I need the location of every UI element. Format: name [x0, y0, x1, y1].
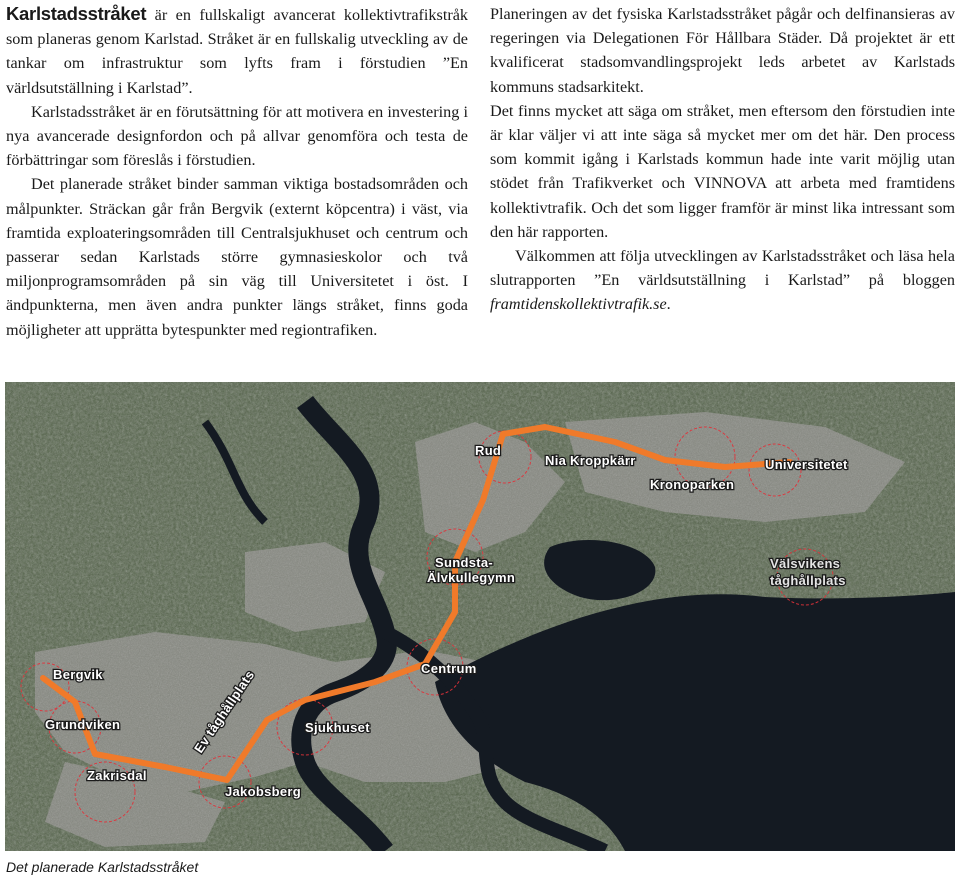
paragraph-welcome	[490, 244, 955, 317]
label-kronoparken: Kronoparken	[650, 477, 735, 492]
label-jakobsberg: Jakobsberg	[225, 784, 301, 799]
paragraph-intro	[6, 2, 468, 100]
article-column-right	[490, 2, 955, 317]
paragraph-process: Det finns mycket att säga om stråket, men eftersom den förstudien inte är klar väljer vi att inte säga så mycket mer om det här. Den process som kommit igång i Karlstads kommun hade inte varit möjlig utan stödet från Trafikverket och VINNOVA att arbeta med framtidens kollektivtrafik. Och det som ligger framför är minst lika intressant som den här rapporten.	[490, 101, 955, 241]
label-universitetet: Universitetet	[765, 457, 848, 472]
paragraph-planning: Planeringen av det fysiska Karlstadsstråket pågår och delfinansieras av regeringen via Delegationen För Hållbara Städer. Då projektet är ett kvalificerat stadsomvandlingsprojekt leds arbetet av Karlstads kommuns stadsarkitekt.	[490, 5, 955, 96]
intro-text: är en fullskaligt avancerat kollektivtrafikstråk som planeras genom Karlstad. Stråket är en fullskalig utveckling av de tankar om infrastruktur som lyfts fram i förstudien ”En världsutställning i Karlstad”.	[6, 6, 468, 97]
label-sundsta-line2: Älvkullegymn	[427, 570, 516, 585]
lead-heading: Karlstadsstråket	[6, 3, 147, 24]
label-rud: Rud	[475, 443, 502, 458]
label-sjukhuset: Sjukhuset	[305, 720, 370, 735]
route-map	[5, 382, 955, 851]
label-grundviken: Grundviken	[45, 717, 121, 732]
paragraph-route: Det planerade stråket binder samman viktiga bostadsområden och målpunkter. Sträckan går från Bergvik (externt köpcentra) i väst, via framtida exploateringsområden till Centralsjukhuset och centrum och passerar sedan Karlstads större gymnasieskolor och två miljonprogramsområden på sin väg till Universitetet i öst. I ändpunkterna, men även andra punkter längs stråket, finns goda möjligheter att upprätta bytespunkter med regiontrafiken.	[6, 175, 468, 339]
route-map-svg	[5, 382, 955, 851]
welcome-text: Välkommen att följa utvecklingen av Karlstadsstråket och läsa hela slutrapporten ”En världsutställning i Karlstad” på bloggen	[490, 247, 955, 290]
map-caption: Det planerade Karlstadsstråket	[6, 859, 199, 875]
label-ev-taghallplats: Ev tåghållplats	[191, 667, 258, 756]
article-column-left	[6, 2, 468, 342]
label-centrum: Centrum	[421, 661, 477, 676]
label-valsvikens-line2: tåghållplats	[770, 573, 846, 588]
label-nya-kroppkarr: Nia Kroppkärr	[545, 453, 636, 468]
label-bergvik: Bergvik	[53, 667, 103, 682]
label-sundsta-line1: Sundsta-	[435, 555, 494, 570]
label-valsvikens-line1: Välsvikens	[770, 556, 841, 571]
label-zakrisdal: Zakrisdal	[87, 768, 147, 783]
blog-link[interactable]: framtidenskollektivtrafik.se	[490, 295, 667, 314]
paragraph-prerequisite: Karlstadsstråket är en förutsättning för att motivera en investering i nya avancerade designfordon och på allvar genomföra och testa de förbättringar som föreslås i förstudien.	[6, 102, 468, 170]
welcome-end: .	[666, 295, 671, 314]
